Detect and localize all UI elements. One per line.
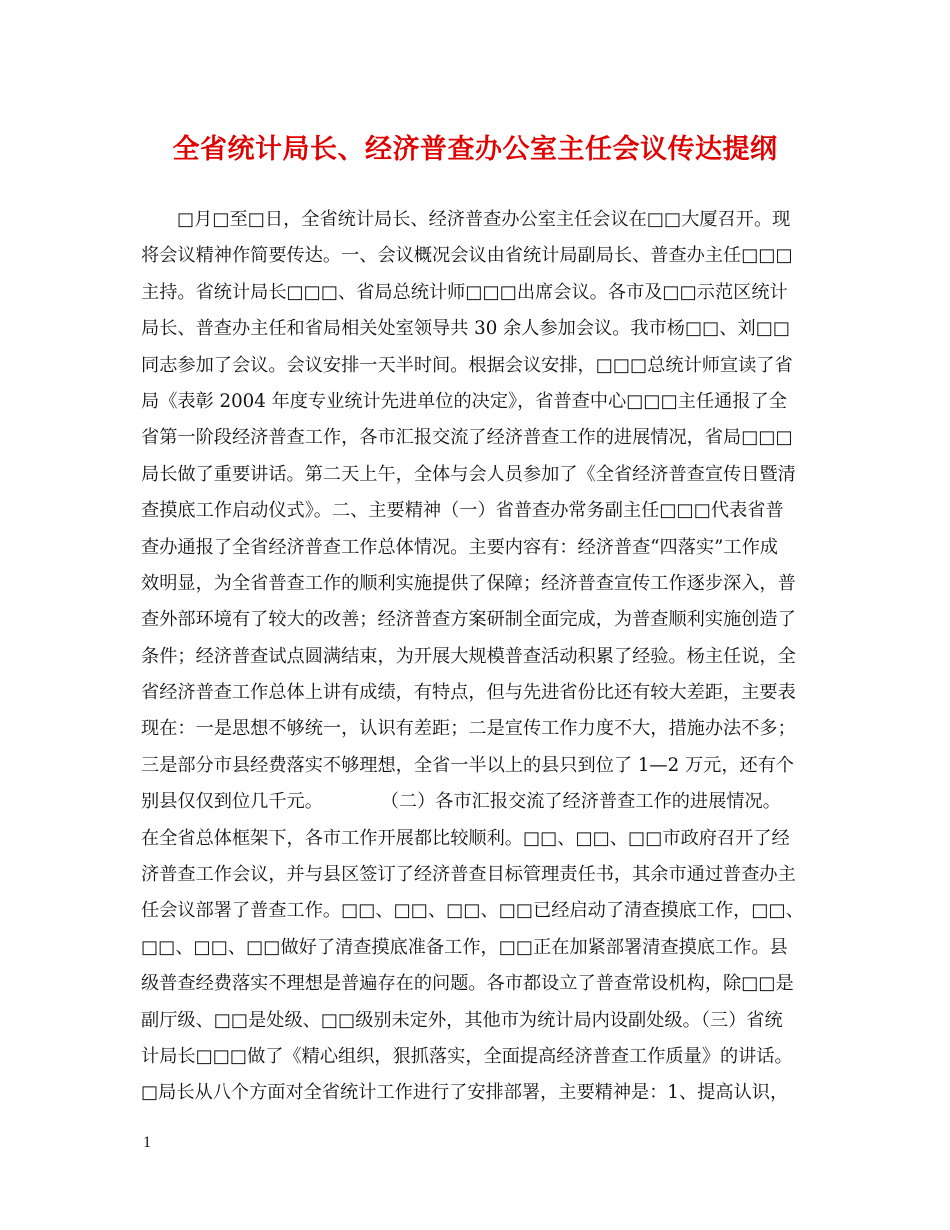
body-line: 现在：一是思想不够统一，认识有差距；二是宣传工作力度不大，措施办法不多； <box>141 718 796 740</box>
body-line: 省经济普查工作总体上讲有成绩，有特点，但与先进省份比还有较大差距，主要表 <box>141 682 796 704</box>
body-line: 条件；经济普查试点圆满结束，为开展大规模普查活动积累了经验。杨主任说，全 <box>141 645 796 667</box>
body-line: 济普查工作会议，并与县区签订了经济普查目标管理责任书，其余市通过普查办主 <box>141 864 796 886</box>
body-line: □□、□□、□□做好了清查摸底准备工作，□□正在加紧部署清查摸底工作。县 <box>141 936 788 958</box>
body-line: 将会议精神作简要传达。一、会议概况会议由省统计局副局长、普查办主任□□□ <box>141 245 793 267</box>
body-line: 局长、普查办主任和省局相关处室领导共 30 余人参加会议。我市杨□□、刘□□ <box>141 318 791 340</box>
body-line: 查外部环境有了较大的改善；经济普查方案研制全面完成，为普查顺利实施创造了 <box>141 609 796 631</box>
body-line: 副厅级、□□是处级、□□级别未定外，其他市为统计局内设副处级。（三）省统 <box>141 1009 783 1031</box>
body-line: 三是部分市县经费落实不够理想，全省一半以上的县只到位了 1—2 万元，还有个 <box>141 754 795 776</box>
body-line: 查摸底工作启动仪式》。二、主要精神（一）省普查办常务副主任□□□代表省普 <box>141 500 784 522</box>
document-title: 全省统计局长、经济普查办公室主任会议传达提纲 <box>172 134 778 165</box>
document-body <box>141 202 813 1112</box>
body-line: 别县仅仅到位几千元。 （二）各市汇报交流了经济普查工作的进展情况。 <box>141 791 781 813</box>
body-line: 同志参加了会议。会议安排一天半时间。根据会议安排，□□□总统计师宣读了省 <box>141 354 793 376</box>
body-line: 在全省总体框架下，各市工作开展都比较顺利。□□、□□、□□市政府召开了经 <box>141 827 790 849</box>
body-line: 局长做了重要讲话。第二天上午，全体与会人员参加了《全省经济普查宣传日暨清 <box>141 463 796 485</box>
body-line: 主持。省统计局长□□□、省局总统计师□□□出席会议。各市及□□示范区统计 <box>141 281 788 303</box>
body-line: 计局长□□□做了《精心组织，狠抓落实，全面提高经济普查工作质量》的讲话。 <box>141 1045 793 1067</box>
body-line: 级普查经费落实不理想是普遍存在的问题。各市都设立了普查常设机构，除□□是 <box>141 973 794 995</box>
body-line: 局《表彰 2004 年度专业统计先进单位的决定》，省普查中心□□□主任通报了全 <box>141 390 787 412</box>
body-line: 任会议部署了普查工作。□□、□□、□□、□□已经启动了清查摸底工作，□□、 <box>141 900 804 922</box>
body-line: 查办通报了全省经济普查工作总体情况。主要内容有：经济普查“四落实”工作成 <box>141 536 778 558</box>
body-line: 省第一阶段经济普查工作，各市汇报交流了经济普查工作的进展情况，省局□□□ <box>141 427 793 449</box>
body-line: 效明显，为全省普查工作的顺利实施提供了保障；经济普查宣传工作逐步深入，普 <box>141 572 796 594</box>
body-line: □月□至□日，全省统计局长、经济普查办公室主任会议在□□大厦召开。现 <box>177 209 791 230</box>
page-number: 1 <box>143 1134 151 1151</box>
body-line: □局长从八个方面对全省统计工作进行了安排部署，主要精神是：1、提高认识， <box>141 1082 789 1104</box>
